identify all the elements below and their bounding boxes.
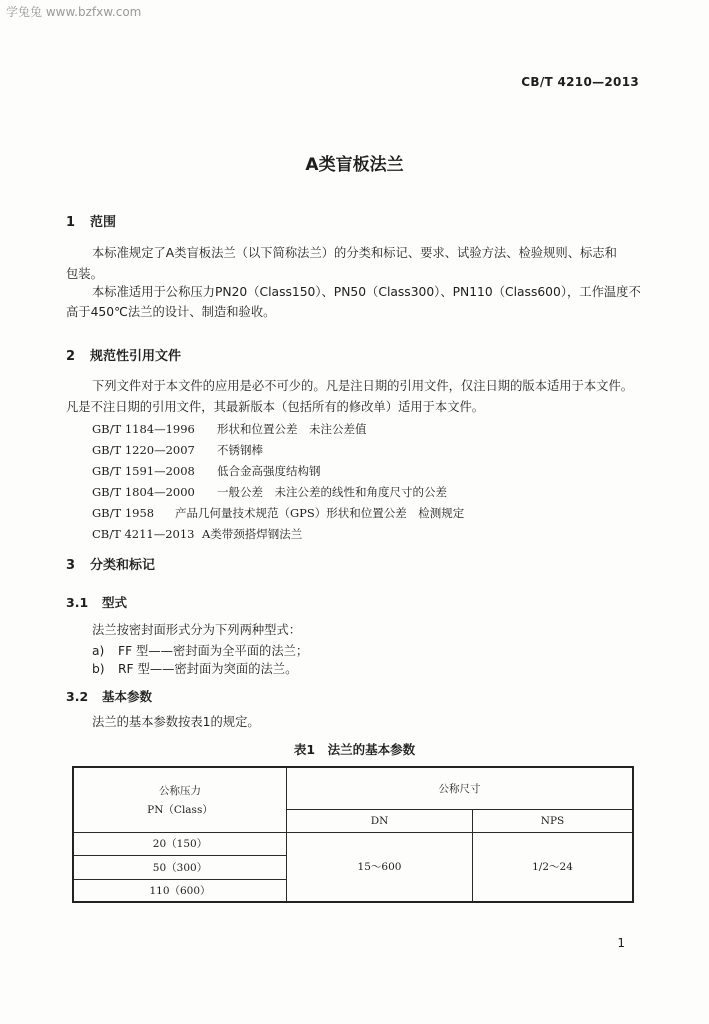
subsection-3-2-heading xyxy=(66,687,152,705)
table-row xyxy=(73,832,633,855)
reference-title: 一般公差 未注公差的线性和角度尺寸的公差 xyxy=(217,485,447,499)
pressure-cell: 20（150） xyxy=(73,832,287,855)
section-2-heading xyxy=(66,345,181,364)
subsection-title: 基本参数 xyxy=(102,689,153,704)
subsection-title: 型式 xyxy=(102,595,128,610)
section-title: 规范性引用文件 xyxy=(90,349,182,364)
pressure-header-cell xyxy=(73,767,287,832)
reference-code: GB/T 1220—2007 xyxy=(92,443,195,457)
paragraph: 凡是不注日期的引用文件，其最新版本（包括所有的修改单）适用于本文件。 xyxy=(66,400,485,414)
list-label: a) xyxy=(92,644,105,658)
pressure-header-line2: PN（Class） xyxy=(147,803,213,816)
paragraph: 高于450℃法兰的设计、制造和验收。 xyxy=(66,305,276,319)
reference-item xyxy=(92,421,367,437)
page-number: 1 xyxy=(617,936,625,950)
watermark: 学兔兔 www.bzfxw.com xyxy=(6,5,142,19)
paragraph: 本标准适用于公称压力PN20（Class150）、PN50（Class300）、PN110（Class600），工作温度不 xyxy=(92,285,641,299)
reference-code: GB/T 1804—2000 xyxy=(92,485,195,499)
reference-title: 不锈钢棒 xyxy=(217,443,263,457)
section-number: 1 xyxy=(66,215,76,230)
subsection-3-1-heading xyxy=(66,593,127,611)
paragraph: 法兰按密封面形式分为下列两种型式： xyxy=(92,623,302,637)
table-header-row xyxy=(73,767,633,809)
pressure-header-line1: 公称压力 xyxy=(159,784,201,797)
pressure-cell: 50（300） xyxy=(73,855,287,879)
paragraph: 包装。 xyxy=(66,267,103,281)
list-text: FF 型——密封面为全平面的法兰； xyxy=(118,644,309,658)
list-label: b) xyxy=(92,662,105,676)
reference-code: GB/T 1591—2008 xyxy=(92,464,195,478)
standard-number: CB/T 4210—2013 xyxy=(521,75,639,89)
section-number: 3 xyxy=(66,558,76,573)
reference-title: 形状和位置公差 未注公差值 xyxy=(217,422,367,436)
subsection-number: 3.2 xyxy=(66,689,89,704)
list-item xyxy=(92,641,308,659)
section-3-heading xyxy=(66,554,155,573)
table-caption: 表1 法兰的基本参数 xyxy=(293,742,416,757)
reference-item xyxy=(92,442,263,458)
section-title: 范围 xyxy=(90,215,117,230)
reference-code: GB/T 1958 xyxy=(92,506,155,520)
reference-title: 产品几何量技术规范（GPS）形状和位置公差 检测规定 xyxy=(175,506,465,520)
reference-item xyxy=(92,463,321,479)
document-title: A类盲板法兰 xyxy=(305,155,404,175)
section-title: 分类和标记 xyxy=(90,558,156,573)
reference-code: CB/T 4211—2013 xyxy=(92,527,195,541)
pressure-cell: 110（600） xyxy=(73,879,287,902)
paragraph: 下列文件对于本文件的应用是必不可少的。凡是注日期的引用文件，仅注日期的版本适用于本文件。 xyxy=(92,379,634,393)
paragraph: 法兰的基本参数按表1的规定。 xyxy=(92,715,260,729)
nps-value-cell: 1/2～24 xyxy=(473,832,634,902)
nps-header-cell: NPS xyxy=(473,809,634,832)
reference-code: GB/T 1184—1996 xyxy=(92,422,195,436)
section-1-heading xyxy=(66,211,116,230)
size-header-cell: 公称尺寸 xyxy=(287,767,634,809)
reference-title: 低合金高强度结构钢 xyxy=(217,464,321,478)
section-number: 2 xyxy=(66,349,76,364)
reference-item xyxy=(92,484,447,500)
reference-title: A类带颈搭焊钢法兰 xyxy=(202,527,303,541)
list-item xyxy=(92,659,297,677)
reference-item xyxy=(92,505,464,521)
basic-parameters-table xyxy=(72,766,634,903)
reference-item xyxy=(92,526,302,542)
paragraph: 本标准规定了A类盲板法兰（以下简称法兰）的分类和标记、要求、试验方法、检验规则、标志和 xyxy=(92,246,617,260)
dn-value-cell: 15～600 xyxy=(287,832,473,902)
subsection-number: 3.1 xyxy=(66,595,89,610)
dn-header-cell: DN xyxy=(287,809,473,832)
list-text: RF 型——密封面为突面的法兰。 xyxy=(118,662,298,676)
